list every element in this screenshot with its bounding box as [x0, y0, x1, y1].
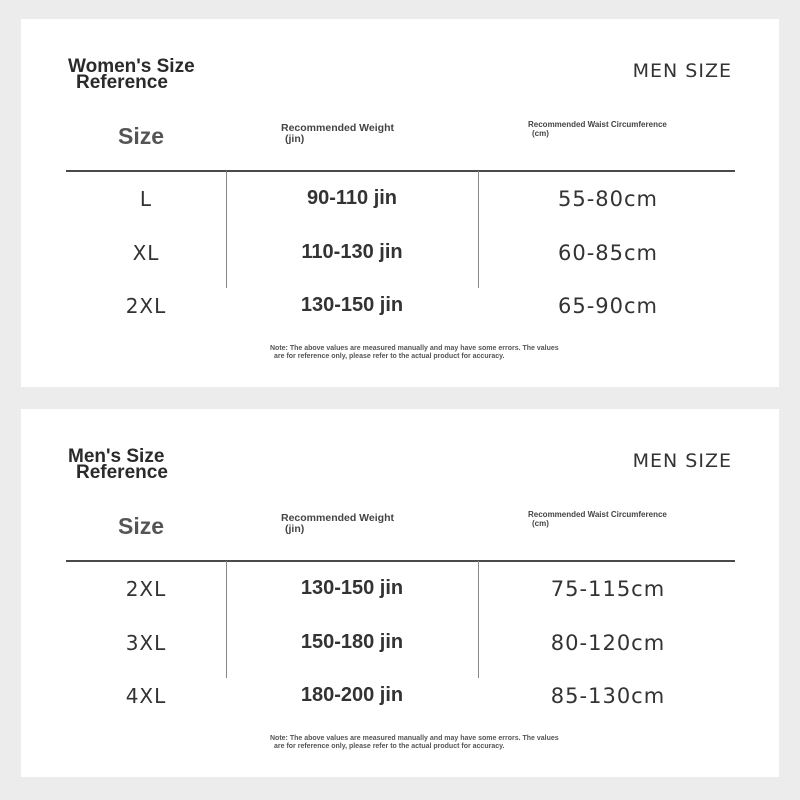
weight-cell: 130-150 jin [300, 577, 404, 599]
waist-cell: 55-80cm [557, 187, 659, 211]
size-cell: 2XL [125, 577, 167, 601]
waist-cell: 80-120cm [550, 631, 666, 655]
weight-header-line-1: Recommended Weight [281, 122, 394, 134]
weight-cell: 150-180 jin [300, 631, 404, 653]
measurement-note [270, 345, 559, 361]
waist-cell: 65-90cm [557, 294, 659, 318]
header-divider [66, 560, 735, 562]
weight-column-header [281, 513, 394, 535]
waist-header-unit: (cm) [532, 129, 549, 138]
weight-cell: 180-200 jin [300, 684, 404, 706]
waist-header-line-1: Recommended Waist Circumference [528, 510, 667, 519]
size-cell: L [139, 187, 153, 211]
weight-header-unit: (jin) [285, 523, 305, 535]
header-divider [66, 170, 735, 172]
title-line-1: Men's Size [68, 446, 165, 467]
women-size-card [21, 19, 779, 387]
size-cell: 4XL [125, 684, 167, 708]
brand-label: MEN SIZE [632, 450, 732, 472]
brand-label: MEN SIZE [632, 60, 732, 82]
waist-cell: 75-115cm [550, 577, 666, 601]
waist-header-line-1: Recommended Waist Circumference [528, 120, 667, 129]
weight-cell: 90-110 jin [306, 187, 398, 209]
waist-column-header [528, 510, 667, 528]
weight-column-header [281, 123, 394, 145]
title-line-2: Reference [76, 462, 168, 483]
size-cell: 3XL [125, 631, 167, 655]
weight-header-line-1: Recommended Weight [281, 512, 394, 524]
men-size-title [68, 446, 168, 483]
note-line-1: Note: The above values are measured manually and may have some errors. The values [270, 345, 559, 352]
men-size-card [21, 409, 779, 777]
weight-cell: 130-150 jin [300, 294, 404, 316]
waist-column-header [528, 120, 667, 138]
title-line-1: Women's Size [68, 56, 195, 77]
weight-header-unit: (jin) [285, 133, 305, 145]
waist-cell: 60-85cm [557, 241, 659, 265]
measurement-note [270, 735, 559, 751]
note-line-2: are for reference only, please refer to the actual product for accuracy. [274, 743, 505, 750]
women-size-title [68, 56, 195, 93]
size-column-header: Size [118, 123, 165, 149]
title-line-2: Reference [76, 72, 168, 93]
size-cell: 2XL [125, 294, 167, 318]
note-line-1: Note: The above values are measured manually and may have some errors. The values [270, 735, 559, 742]
size-column-header: Size [118, 513, 165, 539]
waist-header-unit: (cm) [532, 519, 549, 528]
note-line-2: are for reference only, please refer to the actual product for accuracy. [274, 353, 505, 360]
size-cell: XL [132, 241, 160, 265]
waist-cell: 85-130cm [550, 684, 666, 708]
weight-cell: 110-130 jin [301, 241, 403, 263]
